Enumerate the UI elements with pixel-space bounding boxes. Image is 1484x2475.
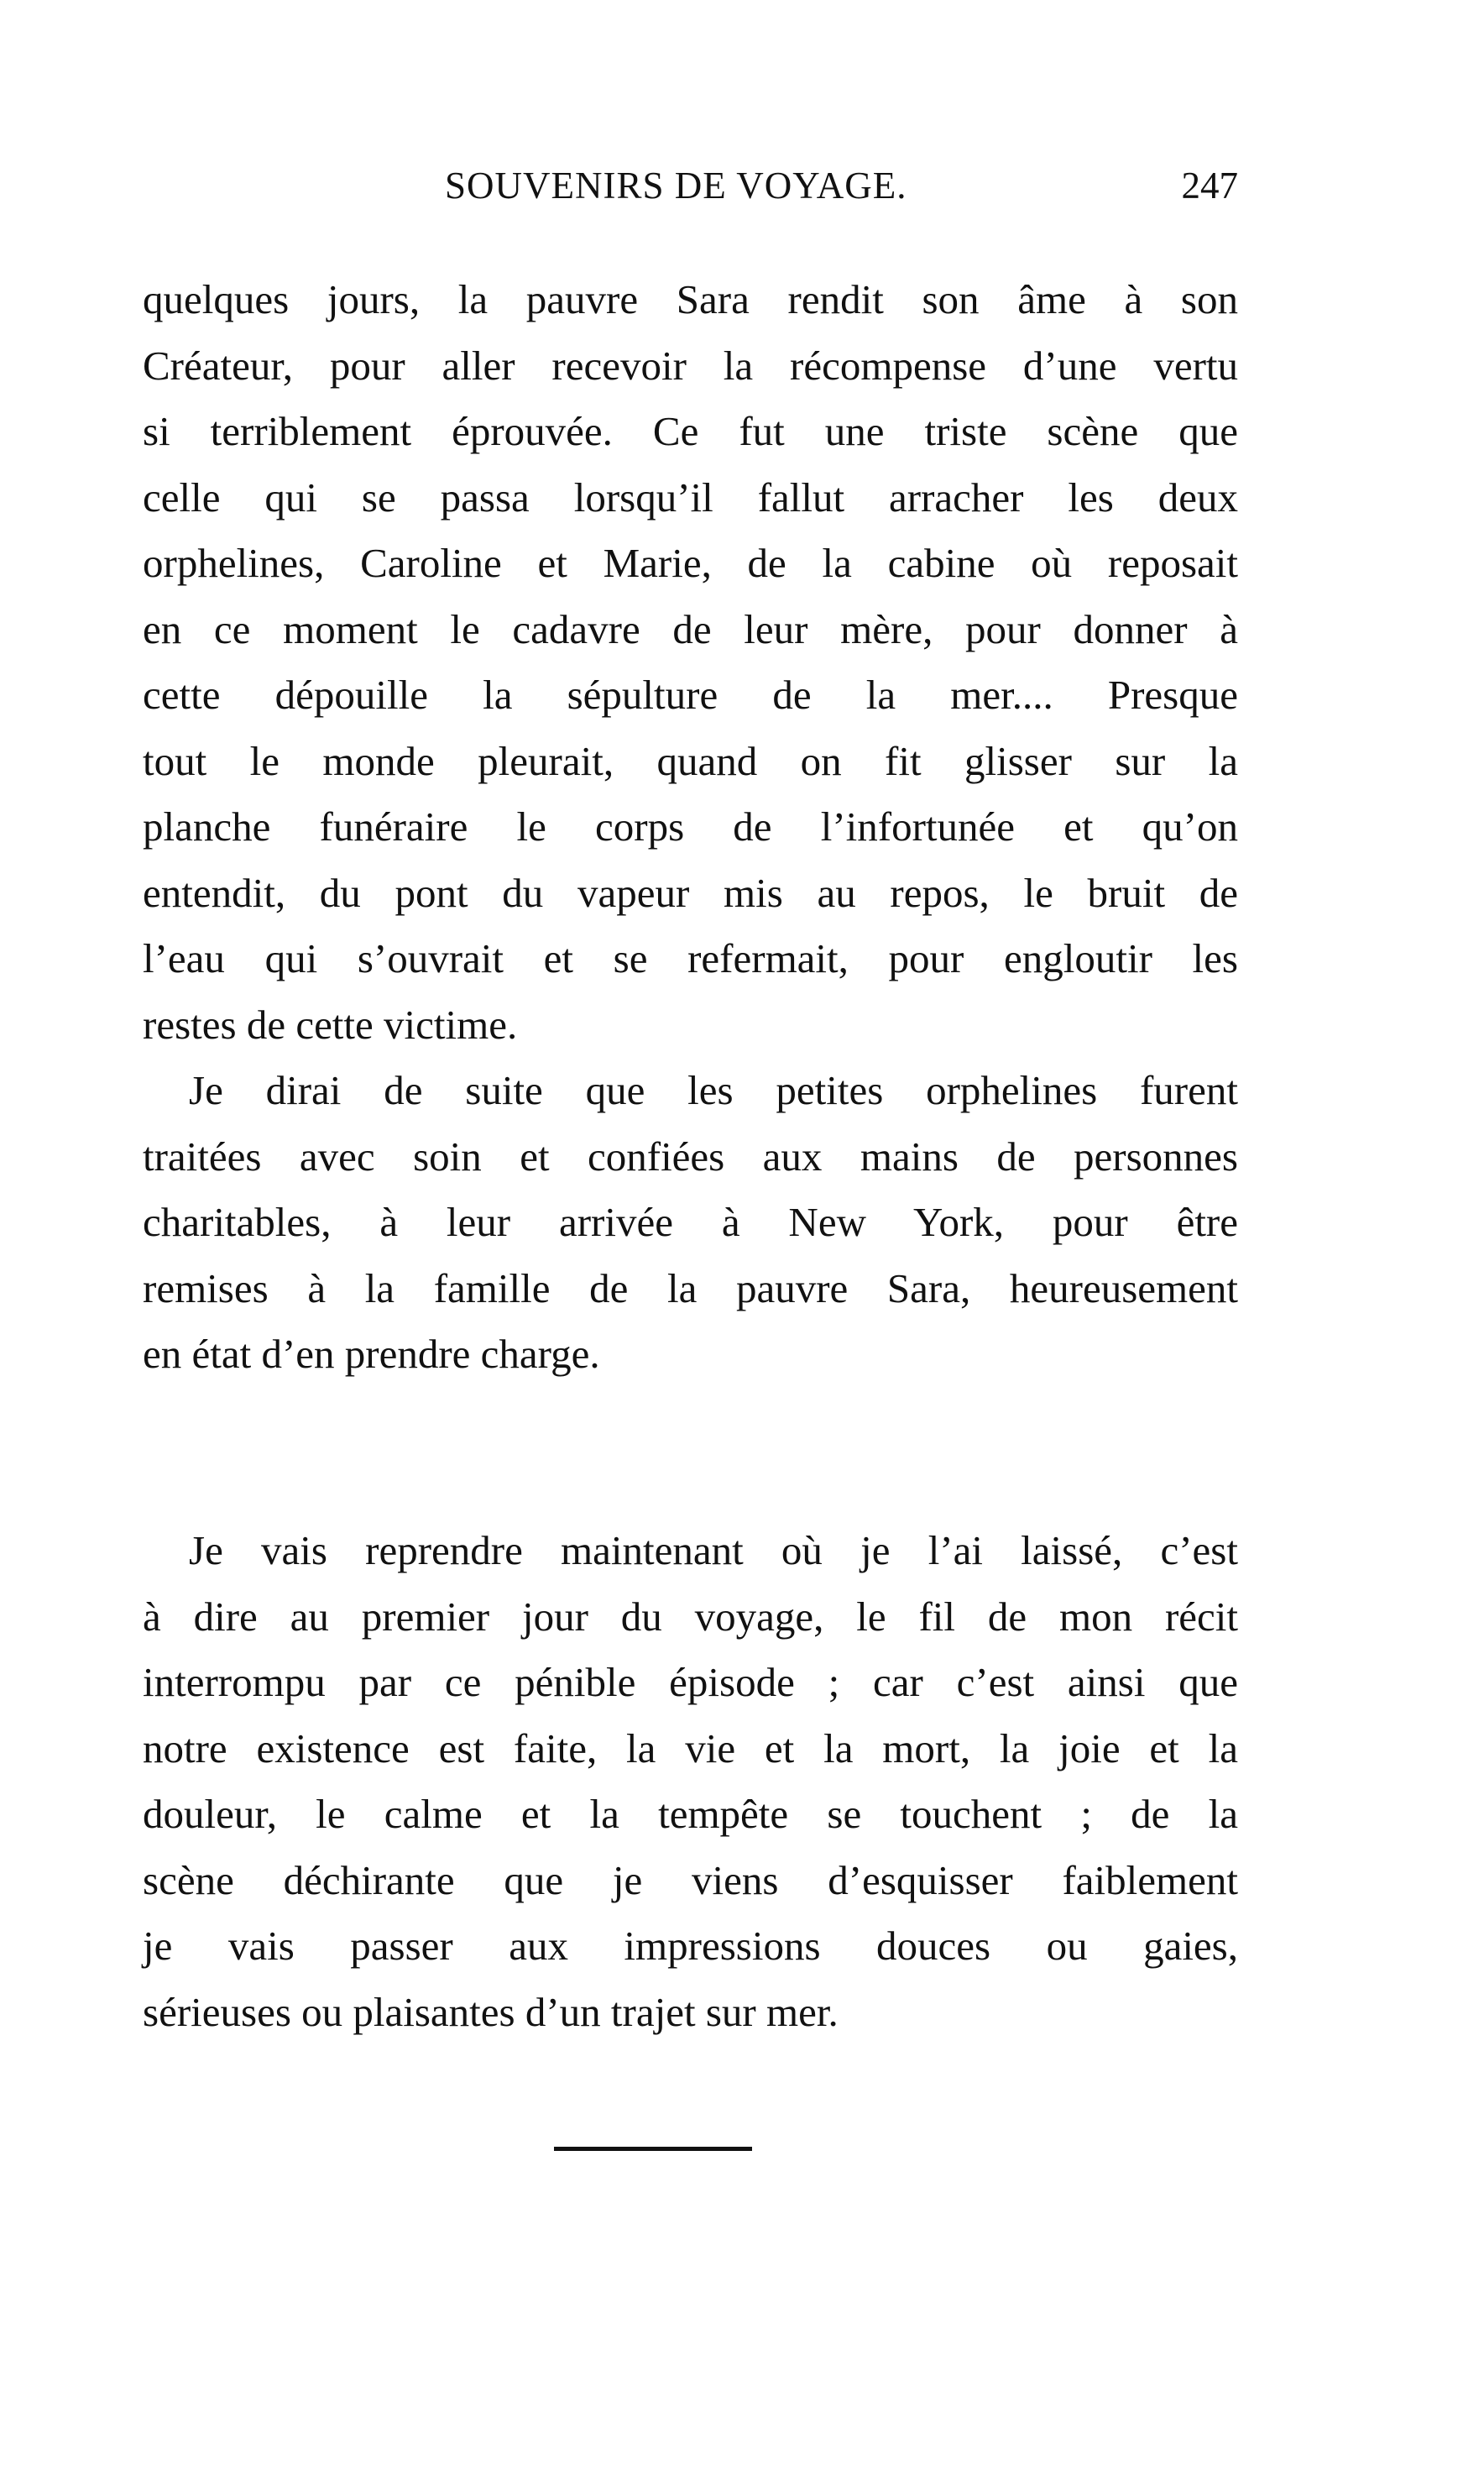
text-line: charitables, à leur arrivée à New York, pour être xyxy=(143,1199,1238,1245)
text-line: restes de cette victime. xyxy=(143,1001,518,1048)
text-block-upper xyxy=(143,267,1238,1388)
text-line: scène déchirante que je viens d’esquisser faiblement xyxy=(143,1856,1238,1903)
text-line: Je vais reprendre maintenant où je l’ai laissé, c’est xyxy=(189,1527,1238,1573)
text-line: celle qui se passa lorsqu’il fallut arracher les deux xyxy=(143,474,1238,521)
text-line: planche funéraire le corps de l’infortunée et qu’on xyxy=(143,803,1238,850)
text-line: sérieuses ou plaisantes d’un trajet sur mer. xyxy=(143,1988,839,2035)
page-number: 247 xyxy=(1181,165,1238,207)
text-line: quelques jours, la pauvre Sara rendit son âme à son xyxy=(143,276,1238,322)
text-line: en état d’en prendre charge. xyxy=(143,1331,600,1377)
text-line: à dire au premier jour du voyage, le fil de mon récit xyxy=(143,1593,1238,1640)
text-line: tout le monde pleurait, quand on fit glisser sur la xyxy=(143,737,1238,784)
running-head: SOUVENIRS DE VOYAGE. xyxy=(445,165,907,207)
text-line: interrompu par ce pénible épisode ; car c’est ainsi que xyxy=(143,1659,1238,1705)
text-line: traitées avec soin et confiées aux mains de personnes xyxy=(143,1133,1238,1180)
text-line: Créateur, pour aller recevoir la récompense d’une vertu xyxy=(143,342,1238,389)
text-line: si terriblement éprouvée. Ce fut une triste scène que xyxy=(143,408,1238,454)
paragraph-2 xyxy=(143,1058,1238,1388)
text-line: orphelines, Caroline et Marie, de la cabine où reposait xyxy=(143,540,1238,586)
text-line: remises à la famille de la pauvre Sara, heureusement xyxy=(143,1264,1238,1311)
text-line: l’eau qui s’ouvrait et se refermait, pour engloutir les xyxy=(143,935,1238,981)
text-line: entendit, du pont du vapeur mis au repos, le bruit de xyxy=(143,869,1238,916)
text-line: Je dirai de suite que les petites orphelines furent xyxy=(189,1067,1238,1113)
paragraph-3 xyxy=(143,1518,1238,2045)
text-line: je vais passer aux impressions douces ou gaies, xyxy=(143,1923,1238,1969)
text-line: cette dépouille la sépulture de la mer.... Presque xyxy=(143,672,1238,718)
text-block-lower xyxy=(143,1518,1238,2045)
text-line: douleur, le calme et la tempête se touchent ; de la xyxy=(143,1791,1238,1837)
page-header xyxy=(143,164,1238,214)
text-line: notre existence est faite, la vie et la mort, la joie et la xyxy=(143,1724,1238,1771)
text-line: en ce moment le cadavre de leur mère, pour donner à xyxy=(143,605,1238,652)
paragraph-1 xyxy=(143,267,1238,1058)
section-divider-rule xyxy=(554,2147,752,2151)
